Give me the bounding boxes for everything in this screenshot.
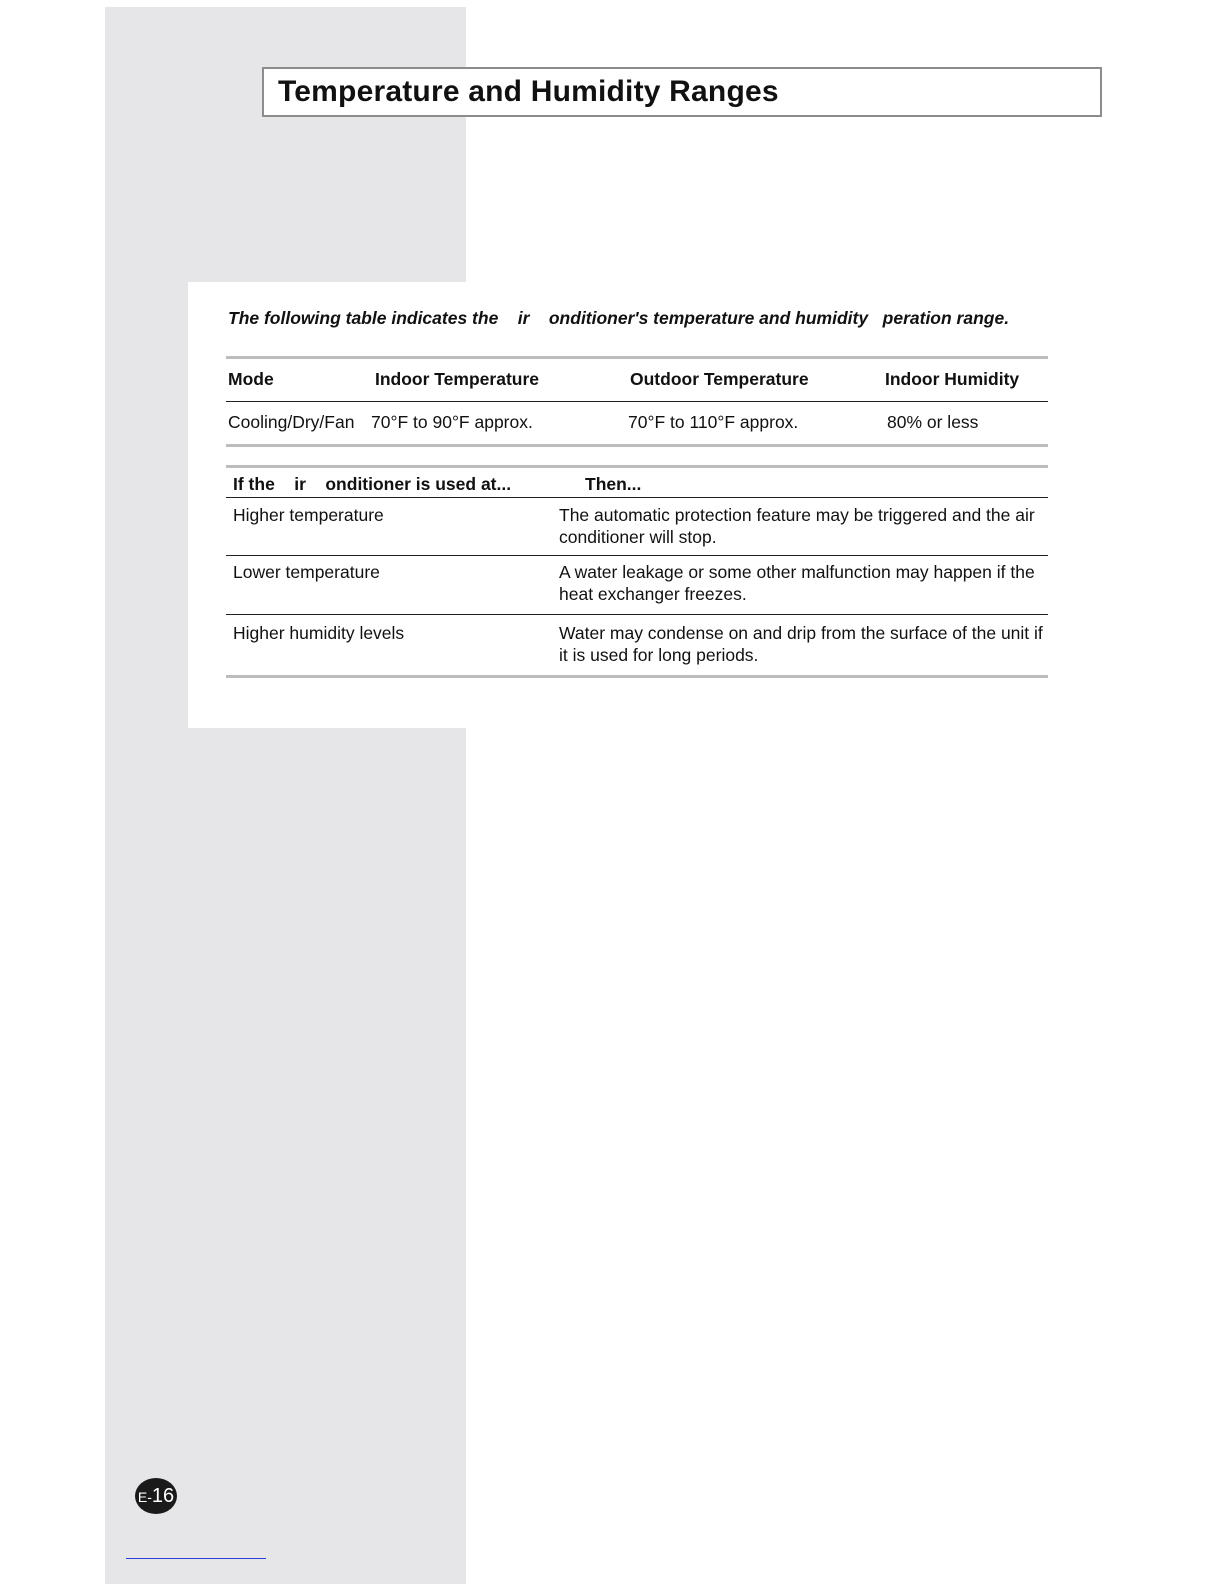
effects-table: [226, 465, 1048, 678]
condition-cell: Higher temperature: [233, 505, 384, 525]
cell-mode: Cooling/Dry/Fan: [228, 412, 355, 432]
cell-indoor-temperature: 70°F to 90°F approx.: [371, 412, 533, 432]
table-row: [226, 556, 1048, 614]
condition-cell: Higher humidity levels: [233, 623, 405, 643]
header-condition: If the ir onditioner is used at...: [233, 474, 512, 494]
title-box: [262, 67, 1102, 117]
effects-table-header: [226, 468, 1048, 497]
table-row: [226, 498, 1048, 555]
table-row: [226, 615, 1048, 675]
page-number-badge: [135, 1478, 177, 1514]
sidebar-panel: [105, 7, 466, 1584]
cell-outdoor-temperature: 70°F to 110°F approx.: [628, 412, 799, 432]
range-table-header: [226, 359, 1048, 401]
header-indoor-temperature: Indoor Temperature: [375, 369, 540, 389]
header-mode: Mode: [228, 369, 274, 389]
page-prefix: E-: [137, 1489, 152, 1505]
table-rule: [226, 444, 1048, 447]
condition-cell: Lower temperature: [233, 562, 380, 582]
result-cell: Water may condense on and drip from the surface of the unit if it is used for long periods.: [559, 623, 1043, 665]
page-number: 16: [151, 1485, 175, 1507]
result-cell: A water leakage or some other malfunction may happen if the heat exchanger freezes.: [559, 562, 1035, 604]
range-table: [226, 356, 1048, 447]
content-panel: [188, 282, 1068, 728]
footer-link-line: [126, 1558, 266, 1559]
header-outdoor-temperature: Outdoor Temperature: [630, 369, 809, 389]
table-row: [226, 402, 1048, 444]
table-rule: [226, 675, 1048, 678]
header-result: Then...: [585, 474, 642, 494]
intro-text: The following table indicates the ir onditioner's temperature and humidity peration range.: [228, 308, 1010, 328]
result-cell: The automatic protection feature may be triggered and the air conditioner will stop.: [559, 505, 1035, 547]
header-indoor-humidity: Indoor Humidity: [885, 369, 1020, 389]
cell-indoor-humidity: 80% or less: [887, 412, 979, 432]
page-title: Temperature and Humidity Ranges: [278, 75, 779, 108]
